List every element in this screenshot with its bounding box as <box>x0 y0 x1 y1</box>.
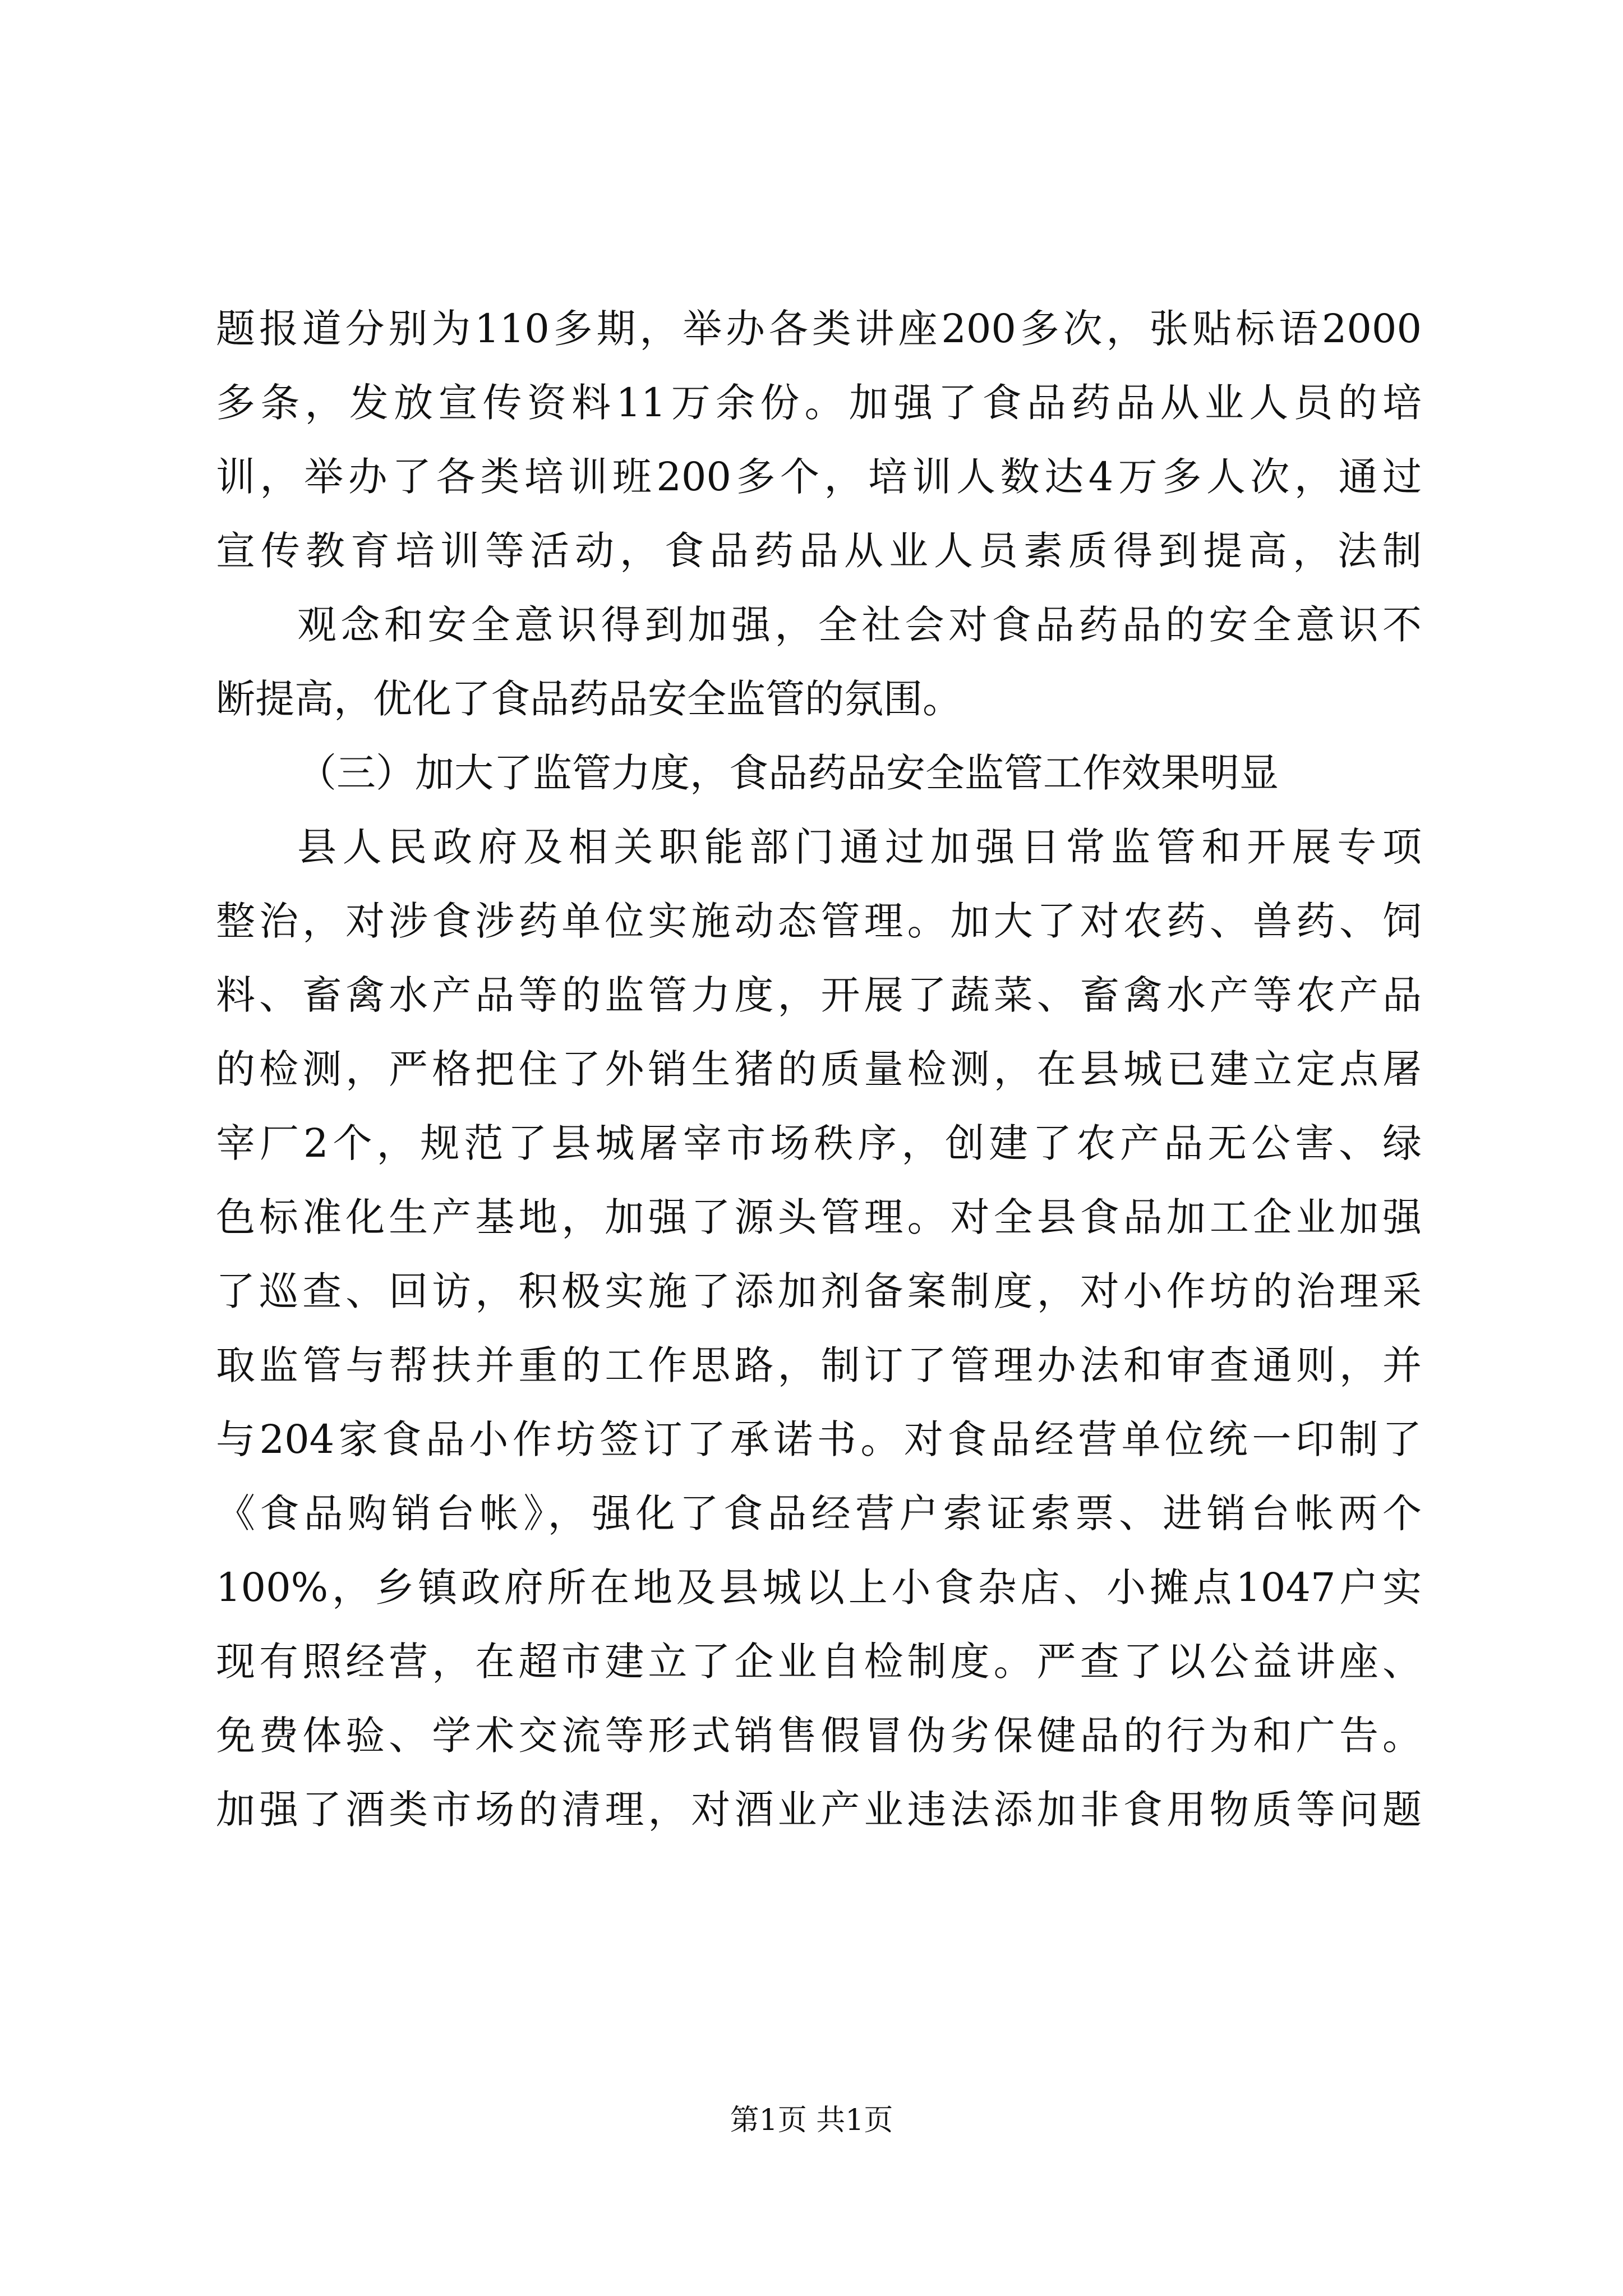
text-line: 现有照经营，在超市建立了企业自检制度。严查了以公益讲座、 <box>216 1639 1422 1685</box>
text-line: 与204家食品小作坊签订了承诺书。对食品经营单位统一印制了 <box>216 1416 1422 1462</box>
text-line: 免费体验、学术交流等形式销售假冒伪劣保健品的行为和广告。 <box>216 1713 1422 1759</box>
document-body <box>216 292 1422 1847</box>
text-line: 的检测，严格把住了外销生猪的质量检测，在县城已建立定点屠 <box>216 1046 1422 1092</box>
section-heading: （三）加大了监管力度，食品药品安全监管工作效果明显 <box>297 750 1279 796</box>
text-line: 题报道分别为110多期，举办各类讲座200多次，张贴标语2000 <box>216 306 1422 352</box>
page-footer <box>0 2098 1623 2143</box>
text-line: 断提高，优化了食品药品安全监管的氛围。 <box>216 676 962 722</box>
text-line: 了巡查、回访，积极实施了添加剂备案制度，对小作坊的治理采 <box>216 1268 1422 1314</box>
text-line: 《食品购销台帐》，强化了食品经营户索证索票、进销台帐两个 <box>216 1490 1422 1536</box>
text-line: 加强了酒类市场的清理，对酒业产业违法添加非食用物质等问题 <box>216 1787 1422 1833</box>
text-line: 宰厂2个，规范了县城屠宰市场秩序，创建了农产品无公害、绿 <box>216 1120 1422 1166</box>
text-line: 整治，对涉食涉药单位实施动态管理。加大了对农药、兽药、饲 <box>216 898 1422 944</box>
text-line: 料、畜禽水产品等的监管力度，开展了蔬菜、畜禽水产等农产品 <box>216 972 1422 1018</box>
text-line: 宣传教育培训等活动，食品药品从业人员素质得到提高，法制 <box>216 528 1422 574</box>
text-line: 色标准化生产基地，加强了源头管理。对全县食品加工企业加强 <box>216 1194 1422 1240</box>
text-line: 训，举办了各类培训班200多个，培训人数达4万多人次，通过 <box>216 454 1422 500</box>
page-number-label: 第1页 共1页 <box>730 2104 893 2137</box>
text-line: 多条，发放宣传资料11万余份。加强了食品药品从业人员的培 <box>216 380 1422 426</box>
text-line: 100%，乡镇政府所在地及县城以上小食杂店、小摊点1047户实 <box>216 1565 1422 1611</box>
text-line: 县人民政府及相关职能部门通过加强日常监管和开展专项 <box>297 824 1422 870</box>
text-line: 取监管与帮扶并重的工作思路，制订了管理办法和审查通则，并 <box>216 1342 1422 1388</box>
text-line: 观念和安全意识得到加强，全社会对食品药品的安全意识不 <box>297 602 1422 648</box>
